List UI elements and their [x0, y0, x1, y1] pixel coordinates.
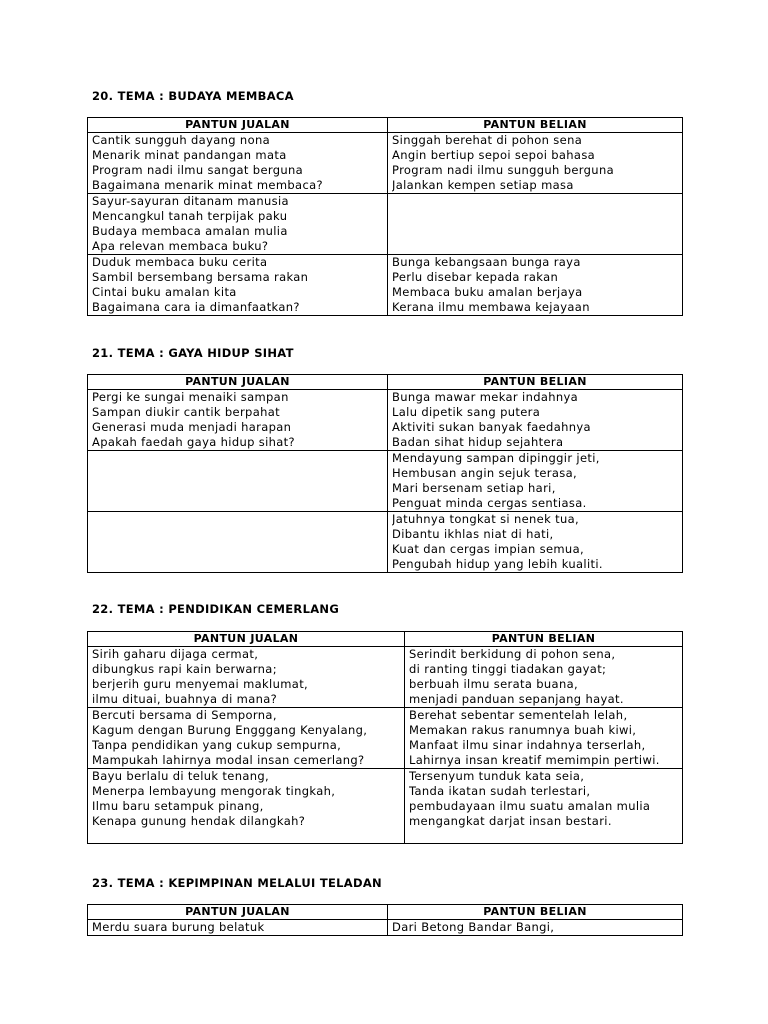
pantun-table [87, 374, 683, 573]
section-title: 21. TEMA : GAYA HIDUP SIHAT [92, 346, 294, 360]
pantun-line: Cintai buku amalan kita [92, 285, 237, 299]
pantun-line: di ranting tinggi tiadakan gayat; [409, 662, 607, 676]
pantun-line: Dibantu ikhlas niat di hati, [392, 527, 554, 541]
pantun-line: Generasi muda menjadi harapan [92, 420, 292, 434]
pantun-line: Penguat minda cergas sentiasa. [392, 496, 587, 510]
pantun-table [87, 904, 683, 936]
table-row [88, 255, 683, 316]
pantun-belian-cell [405, 647, 683, 708]
pantun-belian-cell [388, 194, 683, 255]
table-row [88, 647, 683, 708]
table-row [88, 390, 683, 451]
table-header-row [88, 905, 683, 920]
pantun-belian-cell [388, 451, 683, 512]
pantun-table [87, 631, 683, 844]
table-row [88, 920, 683, 936]
pantun-line: Cantik sungguh dayang nona [92, 133, 270, 147]
section-title: 22. TEMA : PENDIDIKAN CEMERLANG [92, 602, 340, 616]
header-pantun-jualan: PANTUN JUALAN [88, 118, 388, 133]
pantun-line: Tanpa pendidikan yang cukup sempurna, [92, 738, 342, 752]
pantun-line: Bagaimana cara ia dimanfaatkan? [92, 300, 300, 314]
header-pantun-jualan: PANTUN JUALAN [88, 632, 405, 647]
pantun-line: Bayu berlalu di teluk tenang, [92, 769, 270, 783]
pantun-table [87, 117, 683, 316]
pantun-belian-cell [388, 390, 683, 451]
pantun-line: Perlu disebar kepada rakan [392, 270, 559, 284]
header-pantun-jualan: PANTUN JUALAN [88, 905, 388, 920]
pantun-line: Budaya membaca amalan mulia [92, 224, 288, 238]
pantun-belian-cell [388, 512, 683, 573]
table-row [88, 451, 683, 512]
pantun-line: Sirih gaharu dijaga cermat, [92, 647, 259, 661]
pantun-line: Mencangkul tanah terpijak paku [92, 209, 288, 223]
pantun-line: Bercuti bersama di Semporna, [92, 708, 277, 722]
pantun-line: Sampan diukir cantik berpahat [92, 405, 280, 419]
table-header-row [88, 375, 683, 390]
pantun-line: Mendayung sampan dipinggir jeti, [392, 451, 600, 465]
pantun-belian-cell [388, 255, 683, 316]
pantun-line: Program nadi ilmu sungguh berguna [392, 163, 614, 177]
pantun-line: Jalankan kempen setiap masa [392, 178, 574, 192]
pantun-belian-cell [388, 920, 683, 936]
pantun-line: berbuah ilmu serata buana, [409, 677, 578, 691]
pantun-line: Lalu dipetik sang putera [392, 405, 541, 419]
pantun-jualan-cell [88, 708, 405, 769]
pantun-line: pembudayaan ilmu suatu amalan mulia [409, 799, 651, 813]
pantun-jualan-cell [88, 133, 388, 194]
pantun-line: berjerih guru menyemai maklumat, [92, 677, 309, 691]
table-row [88, 133, 683, 194]
pantun-jualan-cell [88, 512, 388, 573]
pantun-line: Membaca buku amalan berjaya [392, 285, 583, 299]
pantun-line: Bagaimana menarik minat membaca? [92, 178, 323, 192]
section-title: 20. TEMA : BUDAYA MEMBACA [92, 89, 294, 103]
pantun-line: Apakah faedah gaya hidup sihat? [92, 435, 295, 449]
pantun-line: Kagum dengan Burung Engggang Kenyalang, [92, 723, 368, 737]
header-pantun-belian: PANTUN BELIAN [405, 632, 683, 647]
table-row [88, 708, 683, 769]
header-pantun-belian: PANTUN BELIAN [388, 118, 683, 133]
pantun-jualan-cell [88, 920, 388, 936]
pantun-line: Dari Betong Bandar Bangi, [392, 920, 555, 934]
pantun-line: Pergi ke sungai menaiki sampan [92, 390, 289, 404]
table-row [88, 512, 683, 573]
pantun-line: Tersenyum tunduk kata seia, [409, 769, 585, 783]
table-header-row [88, 632, 683, 647]
pantun-line: Program nadi ilmu sangat berguna [92, 163, 304, 177]
pantun-line: Angin bertiup sepoi sepoi bahasa [392, 148, 596, 162]
table-row [88, 194, 683, 255]
pantun-line: Aktiviti sukan banyak faedahnya [392, 420, 591, 434]
pantun-line: Kenapa gunung hendak dilangkah? [92, 814, 306, 828]
header-pantun-belian: PANTUN BELIAN [388, 905, 683, 920]
pantun-line: Jatuhnya tongkat si nenek tua, [392, 512, 580, 526]
pantun-line: Memakan rakus ranumnya buah kiwi, [409, 723, 637, 737]
pantun-line: Pengubah hidup yang lebih kualiti. [392, 557, 603, 571]
pantun-line: Menerpa lembayung mengorak tingkah, [92, 784, 336, 798]
pantun-line: ilmu dituai, buahnya di mana? [92, 692, 278, 706]
pantun-line: Mari bersenam setiap hari, [392, 481, 556, 495]
pantun-jualan-cell [88, 647, 405, 708]
pantun-line: Menarik minat pandangan mata [92, 148, 287, 162]
pantun-belian-cell [388, 133, 683, 194]
pantun-line: Bunga mawar mekar indahnya [392, 390, 579, 404]
pantun-line: Manfaat ilmu sinar indahnya terserlah, [409, 738, 646, 752]
pantun-line: Singgah berehat di pohon sena [392, 133, 583, 147]
pantun-line: mengangkat darjat insan bestari. [409, 814, 612, 828]
header-pantun-jualan: PANTUN JUALAN [88, 375, 388, 390]
table-row [88, 769, 683, 844]
pantun-jualan-cell [88, 390, 388, 451]
pantun-line: menjadi panduan sepanjang hayat. [409, 692, 624, 706]
pantun-line: Mampukah lahirnya modal insan cemerlang? [92, 753, 365, 767]
pantun-jualan-cell [88, 451, 388, 512]
pantun-line: Kerana ilmu membawa kejayaan [392, 300, 590, 314]
pantun-line: dibungkus rapi kain berwarna; [92, 662, 277, 676]
pantun-line: Serindit berkidung di pohon sena, [409, 647, 616, 661]
pantun-line: Sayur-sayuran ditanam manusia [92, 194, 289, 208]
pantun-belian-cell [405, 708, 683, 769]
pantun-line: Hembusan angin sejuk terasa, [392, 466, 577, 480]
section-title: 23. TEMA : KEPIMPINAN MELALUI TELADAN [92, 876, 382, 890]
pantun-line: Kuat dan cergas impian semua, [392, 542, 584, 556]
pantun-belian-cell [405, 769, 683, 844]
pantun-line: Duduk membaca buku cerita [92, 255, 268, 269]
table-header-row [88, 118, 683, 133]
pantun-line: Apa relevan membaca buku? [92, 239, 269, 253]
pantun-line: Badan sihat hidup sejahtera [392, 435, 564, 449]
pantun-jualan-cell [88, 769, 405, 844]
pantun-line: Tanda ikatan sudah terlestari, [409, 784, 591, 798]
pantun-line: Bunga kebangsaan bunga raya [392, 255, 581, 269]
pantun-jualan-cell [88, 194, 388, 255]
pantun-line: Merdu suara burung belatuk [92, 920, 265, 934]
pantun-line: Sambil bersembang bersama rakan [92, 270, 309, 284]
pantun-line: Berehat sebentar sementelah lelah, [409, 708, 628, 722]
pantun-line: Ilmu baru setampuk pinang, [92, 799, 264, 813]
header-pantun-belian: PANTUN BELIAN [388, 375, 683, 390]
pantun-jualan-cell [88, 255, 388, 316]
pantun-line: Lahirnya insan kreatif memimpin pertiwi. [409, 753, 660, 767]
